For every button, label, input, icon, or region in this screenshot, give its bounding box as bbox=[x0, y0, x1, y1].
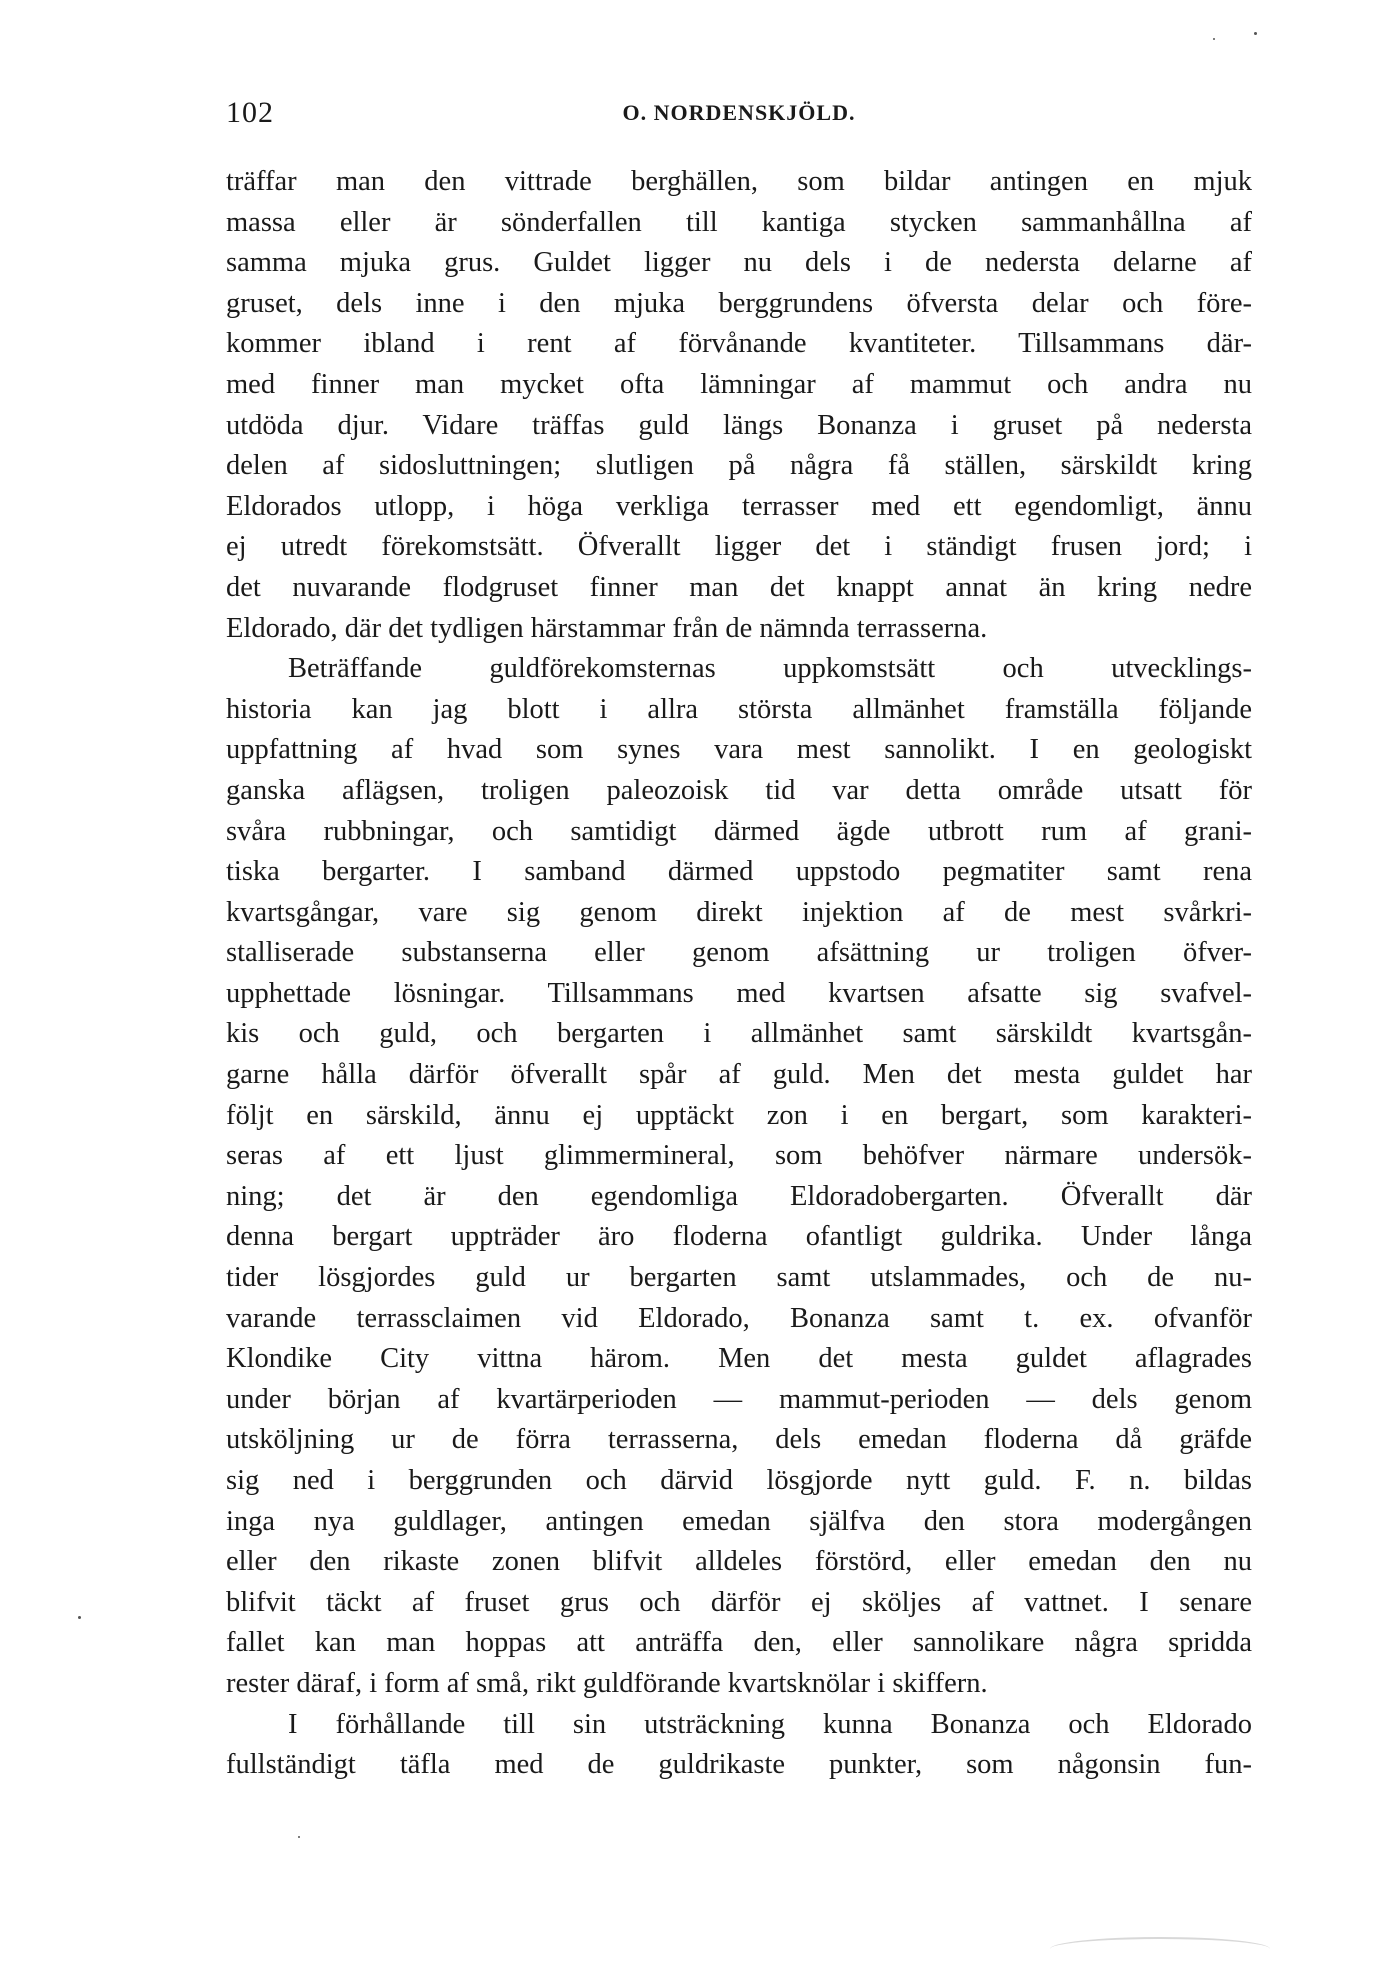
scan-speck bbox=[1254, 32, 1257, 35]
text-line: stalliserade substanserna eller genom afsättning ur troligen öfver- bbox=[226, 937, 1252, 969]
text-line: varande terrassclaimen vid Eldorado, Bonanza samt t. ex. ofvanför bbox=[226, 1302, 1252, 1334]
text-line: massa eller är sönderfallen till kantiga stycken sammanhållna af bbox=[226, 206, 1252, 238]
text-line: tiska bergarter. I samband därmed uppstodo pegmatiter samt rena bbox=[226, 856, 1252, 888]
text-line: kommer ibland i rent af förvånande kvantiteter. Tillsammans där- bbox=[226, 328, 1252, 360]
scan-edge-mark bbox=[1050, 1937, 1270, 1961]
body-text bbox=[226, 162, 1252, 1786]
text-line: ganska aflägsen, troligen paleozoisk tid var detta område utsatt för bbox=[226, 774, 1252, 806]
page-number: 102 bbox=[226, 96, 274, 129]
text-line: uppfattning af hvad som synes vara mest sannolikt. I en geologiskt bbox=[226, 734, 1252, 766]
text-line: delen af sidosluttningen; slutligen på några få ställen, särskildt kring bbox=[226, 450, 1252, 482]
text-line: seras af ett ljust glimmermineral, som behöfver närmare undersök- bbox=[226, 1140, 1252, 1172]
text-line: upphettade lösningar. Tillsammans med kvartsen afsatte sig svafvel- bbox=[226, 977, 1252, 1009]
text-line: Eldorado, där det tydligen härstammar från de nämnda terrasserna. bbox=[226, 612, 988, 644]
text-line: fallet kan man hoppas att anträffa den, eller sannolikare några spridda bbox=[226, 1627, 1252, 1659]
scan-speck bbox=[1213, 38, 1215, 40]
text-line: kvartsgångar, vare sig genom direkt injektion af de mest svårkri- bbox=[226, 896, 1252, 928]
text-line: svåra rubbningar, och samtidigt därmed ägde utbrott rum af grani- bbox=[226, 815, 1252, 847]
text-line: samma mjuka grus. Guldet ligger nu dels i de nedersta delarne af bbox=[226, 247, 1252, 279]
text-line: fullständigt täfla med de guldrikaste punkter, som någonsin fun- bbox=[226, 1749, 1252, 1781]
text-line: sig ned i berggrunden och därvid lösgjorde nytt guld. F. n. bildas bbox=[226, 1465, 1252, 1496]
text-line: kis och guld, och bergarten i allmänhet samt särskildt kvartsgån- bbox=[226, 1018, 1252, 1050]
text-line: följt en särskild, ännu ej upptäckt zon i en bergart, som karakteri- bbox=[226, 1099, 1252, 1131]
text-line: I förhållande till sin utsträckning kunna Bonanza och Eldorado bbox=[288, 1708, 1252, 1740]
text-line: Klondike City vittna härom. Men det mesta guldet aflagrades bbox=[226, 1343, 1252, 1375]
text-line: garne hålla därför öfverallt spår af guld. Men det mesta guldet har bbox=[226, 1059, 1252, 1091]
page-header bbox=[226, 96, 1252, 136]
text-line: ej utredt förekomstsätt. Öfverallt ligger det i ständigt frusen jord; i bbox=[226, 531, 1252, 563]
paragraph bbox=[226, 1705, 1252, 1786]
text-line: tider lösgjordes guld ur bergarten samt utslammades, och de nu- bbox=[226, 1262, 1252, 1294]
text-line: träffar man den vittrade berghällen, som bildar antingen en mjuk bbox=[226, 166, 1252, 197]
text-line: eller den rikaste zonen blifvit alldeles förstörd, eller emedan den nu bbox=[226, 1546, 1252, 1578]
paragraph bbox=[226, 162, 1252, 649]
scan-speck bbox=[78, 1616, 81, 1619]
running-head: O. NORDENSKJÖLD. bbox=[622, 100, 856, 125]
text-line: historia kan jag blott i allra största allmänhet framställa följande bbox=[226, 693, 1252, 725]
text-line: med finner man mycket ofta lämningar af mammut och andra nu bbox=[226, 368, 1252, 400]
text-line: gruset, dels inne i den mjuka berggrundens öfversta delar och före- bbox=[226, 287, 1252, 319]
text-line: rester däraf, i form af små, rikt guldförande kvartsknölar i skiffern. bbox=[226, 1667, 988, 1699]
text-line: inga nya guldlager, antingen emedan själfva den stora modergången bbox=[226, 1505, 1252, 1537]
scan-speck bbox=[298, 1836, 300, 1838]
text-line: blifvit täckt af fruset grus och därför ej sköljes af vattnet. I senare bbox=[226, 1586, 1252, 1618]
text-line: Beträffande guldförekomsternas uppkomstsätt och utvecklings- bbox=[288, 653, 1252, 685]
text-line: under början af kvartärperioden — mammut-perioden — dels genom bbox=[226, 1383, 1252, 1415]
text-line: denna bergart uppträder äro floderna ofantligt guldrika. Under långa bbox=[226, 1221, 1252, 1253]
text-line: utsköljning ur de förra terrasserna, dels emedan floderna då gräfde bbox=[226, 1424, 1252, 1456]
text-line: Eldorados utlopp, i höga verkliga terrasser med ett egendomligt, ännu bbox=[226, 490, 1252, 522]
text-line: ning; det är den egendomliga Eldoradobergarten. Öfverallt där bbox=[226, 1180, 1252, 1212]
paragraph bbox=[226, 649, 1252, 1704]
text-line: utdöda djur. Vidare träffas guld längs Bonanza i gruset på nedersta bbox=[226, 409, 1252, 441]
text-line: det nuvarande flodgruset finner man det knappt annat än kring nedre bbox=[226, 571, 1252, 603]
